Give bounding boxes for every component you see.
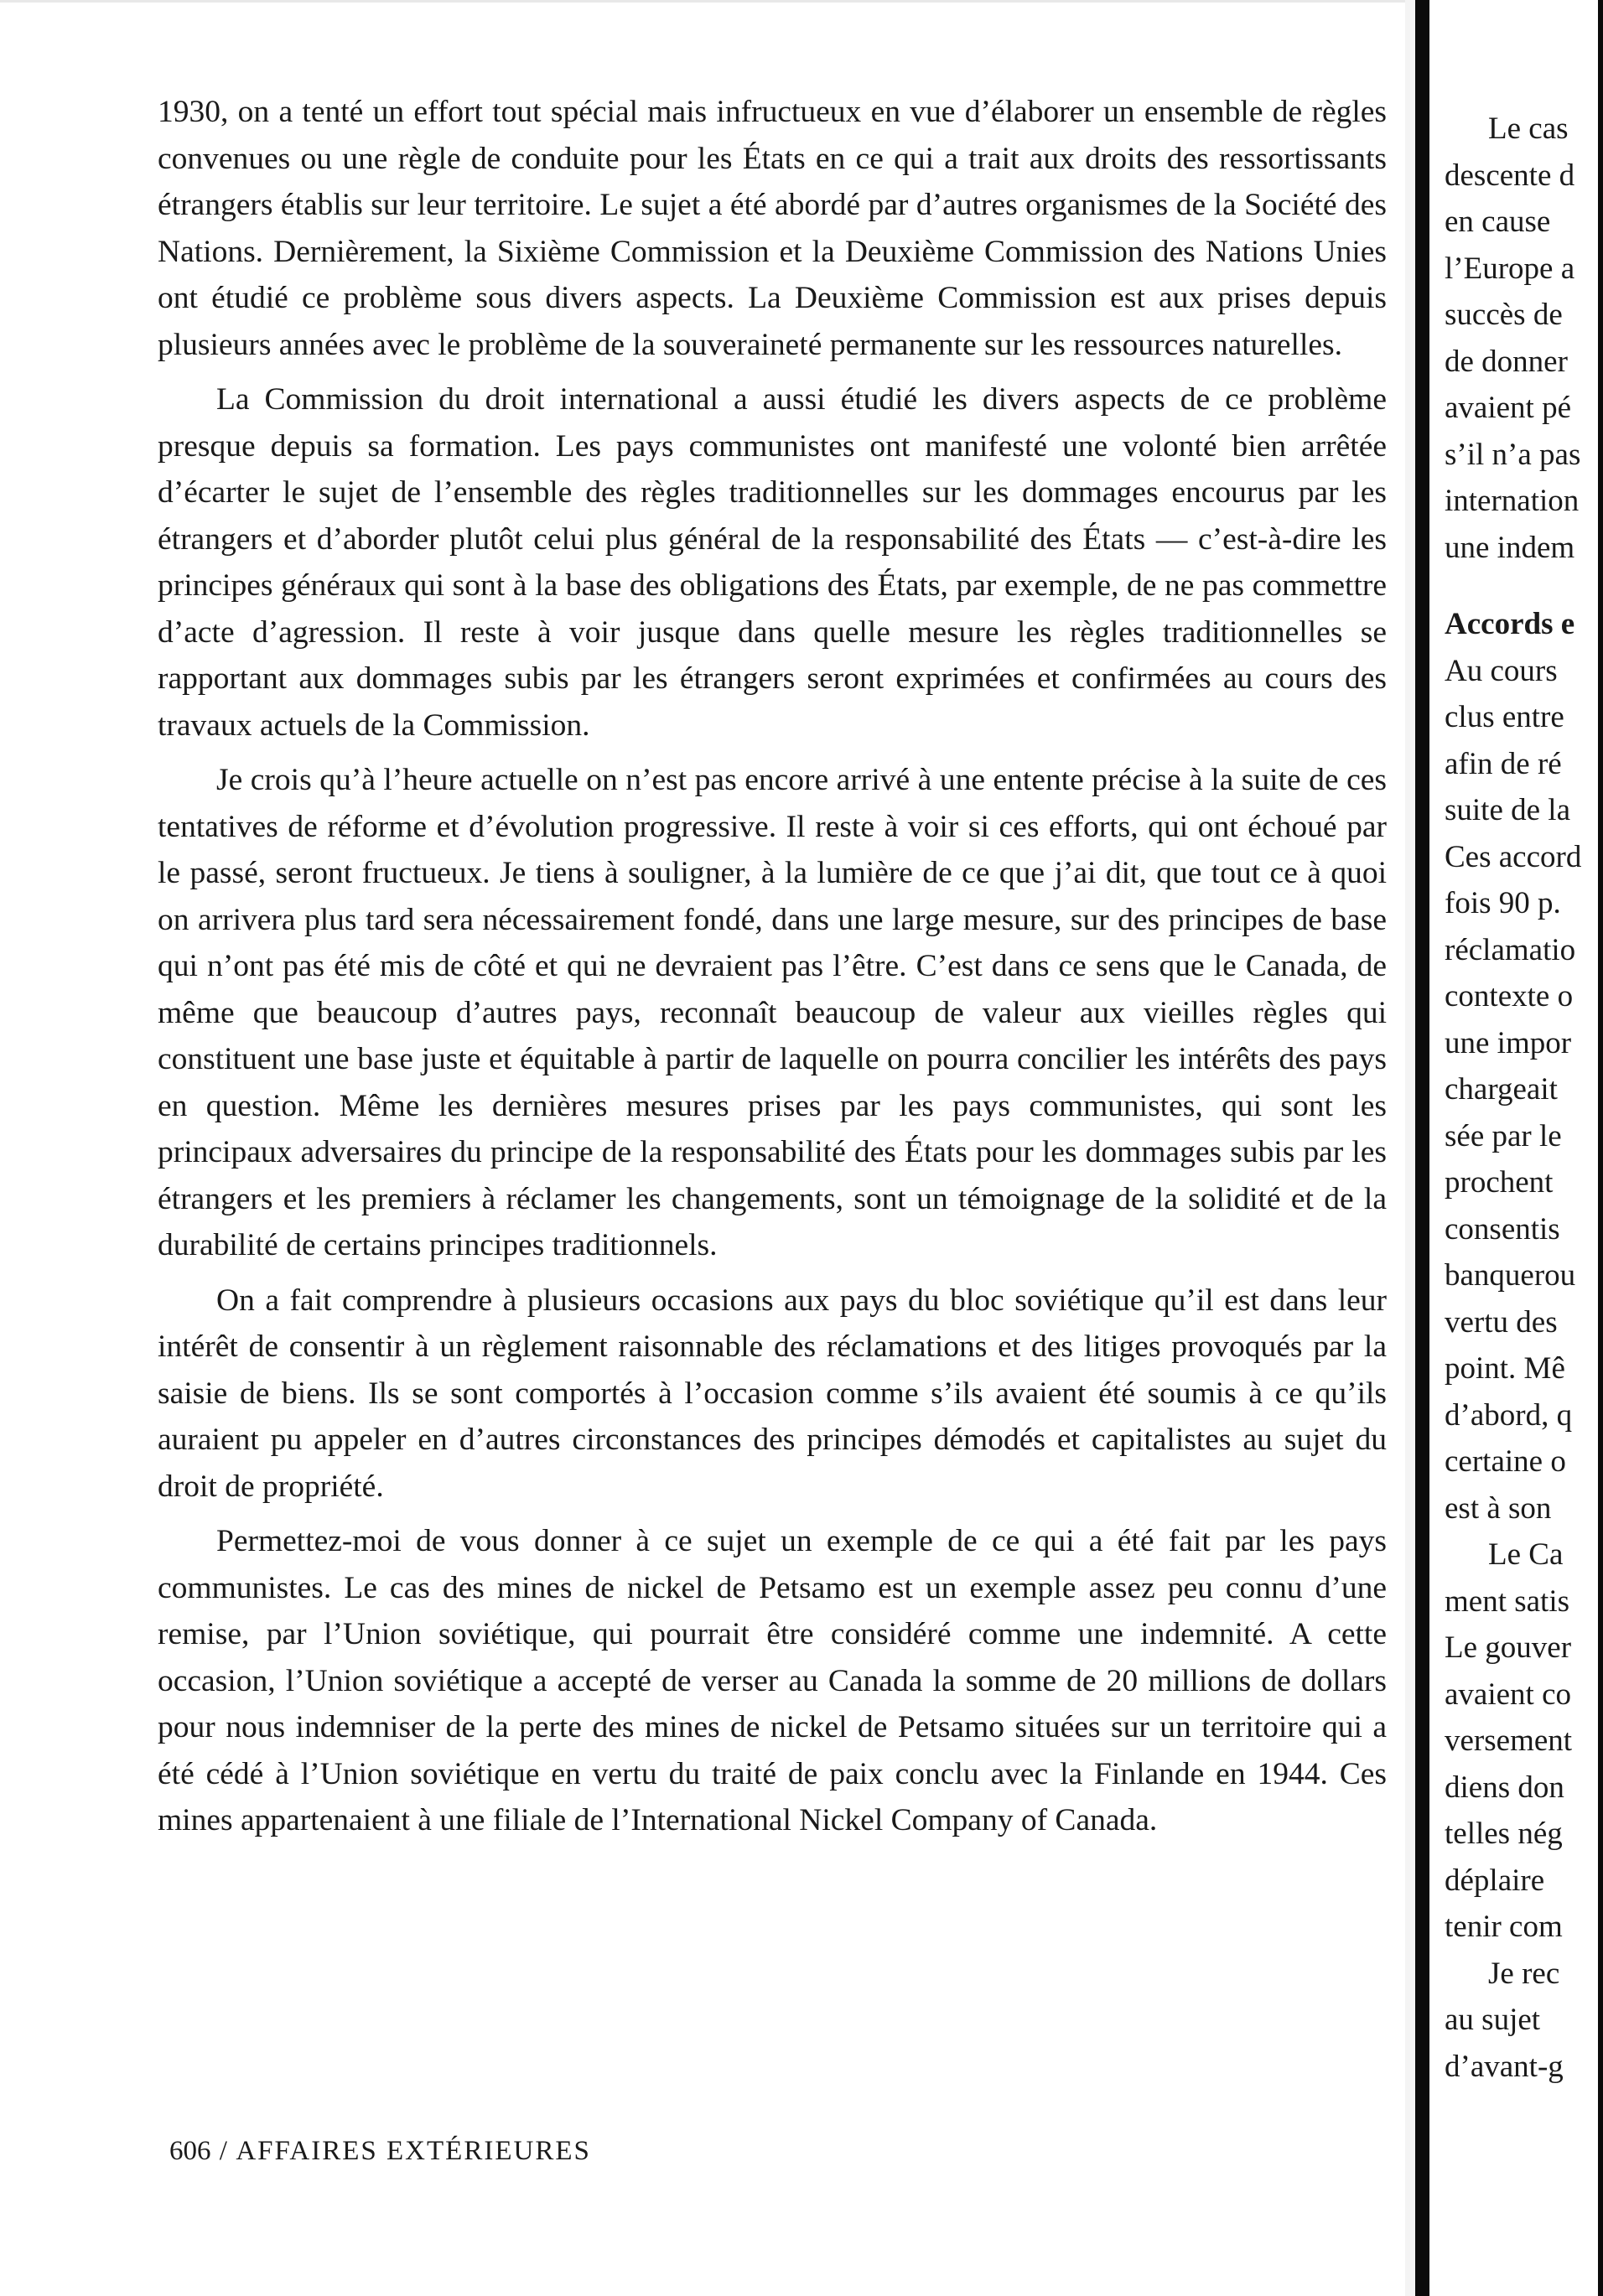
right-line: afin de ré	[1445, 746, 1562, 781]
scan-edge	[1598, 0, 1603, 2296]
right-line: Le Ca	[1488, 1537, 1564, 1572]
paragraph-4: On a fait comprendre à plusieurs occasions aux pays du bloc soviétique qu’il est dans leur intérêt de consentir à un règlement raisonnable des réclamations et des litiges provoqués par la saisie de biens. Ils se sont comportés à l’occasion comme s’ils avaient été soumis à ce qu’ils auraient pu appeler en d’autres circonstances des principes démodés et capitalistes au sujet du droit de propriété.	[158, 1283, 1387, 1504]
right-line: point. Mê	[1445, 1351, 1565, 1386]
top-edge-shadow	[0, 0, 1415, 3]
right-line: s’il n’a pas	[1445, 437, 1581, 472]
right-line: certaine o	[1445, 1444, 1566, 1479]
right-line: une indem	[1445, 530, 1575, 565]
right-line: l’Europe a	[1445, 251, 1575, 286]
right-line: d’avant-g	[1445, 2049, 1564, 2084]
section-heading: Accords e	[1445, 607, 1575, 641]
right-line: Au cours	[1445, 653, 1558, 688]
book-gutter	[1415, 0, 1429, 2296]
right-line: versement	[1445, 1723, 1573, 1758]
paragraph-3: Je crois qu’à l’heure actuelle on n’est pas encore arrivé à une entente précise à la suite de ces tentatives de réforme et d’évolution progressive. Il reste à voir si ces efforts, qui ont échoué par le passé, seront fructueux. Je tiens à souligner, à la lumière de ce que j’ai dit, que tout ce à quoi on arrivera plus tard sera nécessairement fondé, dans une large mesure, sur des principes de base qui n’ont pas été mis de côté et qui ne devraient pas l’être. C’est dans ce sens que le Canada, de même que beaucoup d’autres pays, reconnaît beaucoup de valeur aux vieilles règles qui constituent une base juste et équitable à partir de laquelle on pourra concilier les intérêts des pays en question. Même les dernières mesures prises par les pays communistes, qui sont les principaux adversaires du principe de la responsabilité des États pour les dommages subis par les étrangers et les premiers à réclamer les changements, sont un témoignage de la solidité et de la durabilité de certains principes traditionnels.	[158, 763, 1387, 1262]
right-line: chargeait	[1445, 1072, 1558, 1107]
right-line: sée par le	[1445, 1118, 1562, 1153]
right-line: succès de	[1445, 298, 1563, 332]
right-line: ment satis	[1445, 1583, 1570, 1619]
page-number: 606	[169, 2136, 211, 2166]
right-line: réclamatio	[1445, 932, 1576, 967]
right-line: déplaire	[1445, 1863, 1545, 1898]
right-line: Ces accord	[1445, 839, 1582, 874]
right-line: avaient pé	[1445, 391, 1571, 425]
right-line: contexte o	[1445, 979, 1574, 1013]
right-line: en cause	[1445, 205, 1551, 239]
right-line: suite de la	[1445, 793, 1571, 827]
right-line: au sujet	[1445, 2003, 1541, 2037]
right-line: avaient co	[1445, 1677, 1571, 1712]
gutter-shadow	[1405, 0, 1415, 2296]
right-line: telles nég	[1445, 1817, 1563, 1851]
right-line: vertu des	[1445, 1304, 1558, 1340]
paragraph-5: Permettez-moi de vous donner à ce sujet un exemple de ce qui a été fait par les pays communistes. Le cas des mines de nickel de Petsamo est un exemple assez peu connu d’une remise, par l’Union soviétique, qui pourrait être considéré comme une indemnité. A cette occasion, l’Union soviétique a accepté de verser au Canada la somme de 20 millions de dollars pour nous indemniser de la perte des mines de nickel de Petsamo situées sur un territoire qui a été cédé à l’Union soviétique en vertu du traité de paix conclu avec la Finlande en 1944. Ces mines appartenaient à une filiale de l’International Nickel Company of Canada.	[158, 1524, 1387, 1837]
right-line: de donner	[1445, 344, 1568, 379]
right-line: d’abord, q	[1445, 1397, 1573, 1433]
page-footer	[169, 2136, 591, 2167]
right-line: descente d	[1445, 158, 1575, 193]
right-line: Le gouver	[1445, 1630, 1572, 1665]
right-line: consentis	[1445, 1211, 1560, 1246]
right-line: clus entre	[1445, 700, 1564, 734]
right-line: internation	[1445, 484, 1580, 518]
journal-title: / AFFAIRES EXTÉRIEURES	[219, 2136, 591, 2166]
right-line: banquerou	[1445, 1258, 1576, 1293]
paragraph-1: 1930, on a tenté un effort tout spécial mais infructueux en vue d’élaborer un ensemble de règles convenues ou une règle de conduite pour les États en ce qui a trait aux droits des ressortissants étrangers établis sur leur territoire. Le sujet a été abordé par d’autres organismes de la Société des Nations. Dernièrement, la Sixième Commission et la Deuxième Commission des Nations Unies ont étudié ce problème sous divers aspects. La Deuxième Commission est aux prises depuis plusieurs années avec le problème de la souveraineté permanente sur les ressources naturelles.	[158, 95, 1387, 362]
right-line: prochent	[1445, 1165, 1554, 1200]
right-line: fois 90 p.	[1445, 886, 1561, 920]
left-page-body	[158, 89, 1387, 1853]
right-page-body	[1445, 106, 1603, 2090]
paragraph-2: La Commission du droit international a aussi étudié les divers aspects de ce problème presque depuis sa formation. Les pays communistes ont manifesté une volonté bien arrêtée d’écarter le sujet de l’ensemble des règles traditionnelles sur les dommages encourus par les étrangers et d’aborder plutôt celui plus général de la responsabilité des États — c’est-à-dire les principes généraux qui sont à la base des obligations des États, par exemple, de ne pas commettre d’acte d’agression. Il reste à voir jusque dans quelle mesure les règles traditionnelles se rapportant aux dommages subis par les étrangers seront exprimées et confirmées au cours des travaux actuels de la Commission.	[158, 382, 1387, 743]
right-line: Je rec	[1488, 1956, 1560, 1991]
right-line: diens don	[1445, 1770, 1564, 1805]
right-line: est à son	[1445, 1490, 1552, 1526]
right-page-cropped	[1429, 0, 1603, 2296]
right-line: une impor	[1445, 1025, 1572, 1060]
right-line: Le cas	[1488, 111, 1569, 146]
right-line: tenir com	[1445, 1910, 1563, 1944]
